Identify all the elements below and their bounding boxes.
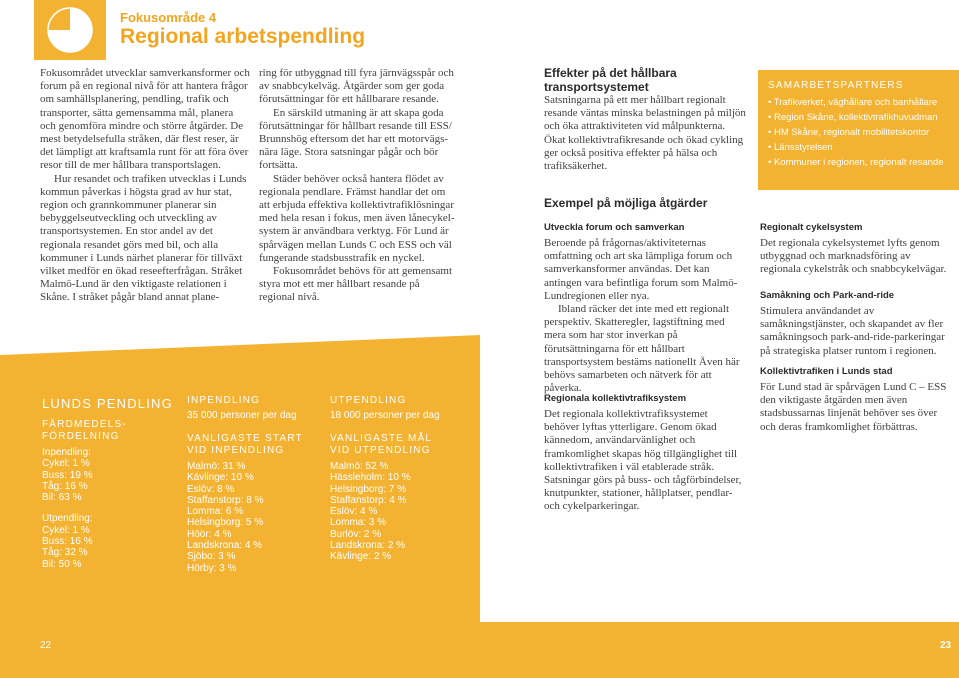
paragraph: Satsningarna på ett mer hållbart regionalt resande väntas minska belastningen på miljön och öka attraktiviteten vid målpunkterna. Ökat kollektivtrafikresande och ökad cykling ger också positiva effekter på hälsa och trafiksäkerhet.: [544, 94, 746, 173]
paragraph: Det regionala kollektivtrafiksystemet behöver lyftas ytterligare. Genom ökad kännedom, användarvänlighet och framkomlighet skapas hög tillgänglighet till kollektivtrafiken i väl etablerade stråk. Satsningar görs på buss- och tågförbindelser, knutpunkter, stationer, hållplatser, pendlar- och cykelparkeringar.: [544, 408, 742, 513]
section-heading: Effekter på det hållbara transportsystemet: [544, 66, 677, 94]
stats-item: Malmö: 31 %: [187, 461, 246, 472]
stats-item: Helsingborg: 5 %: [187, 517, 264, 529]
stats-item: Eslöv: 4 %: [330, 506, 378, 518]
stats-list: [187, 461, 264, 574]
partner-item: • Region Skåne, kollektivtrafikhuvudman: [768, 112, 938, 123]
paragraph: För Lund stad är spårvägen Lund C – ESS den viktigaste åtgärden men även stadsbussarnas linjenät behöver ses över och deras framkomlighet förbättras.: [760, 381, 947, 433]
band-subtitle: FÄRDMEDELS- FÖRDELNING: [42, 419, 127, 442]
partner-item: • Länsstyrelsen: [768, 142, 833, 153]
stats-item: Staffanstorp: 8 %: [187, 494, 264, 506]
stats-item: Landskrona: 4 %: [187, 540, 263, 552]
partner-item: • Trafikverket, väghållare och banhållare: [768, 97, 938, 108]
subsection-heading: Utveckla forum och samverkan: [544, 222, 685, 233]
paragraph: ring för utbyggnad till fyra järnvägsspår och av snabbcykelväg. Åtgärder som ger goda förutsättningar för ett hållbarare resande.: [259, 67, 454, 106]
stats-label: Inpendling:: [42, 447, 91, 458]
left-column-text: [40, 67, 250, 305]
subsection-text: [544, 237, 744, 395]
section-label: Fokusområde 4: [120, 10, 217, 25]
stats-item: Bil: 50 %: [42, 558, 82, 570]
focus-area-badge: [34, 0, 106, 60]
stats-item: Buss: 19 %: [42, 469, 93, 481]
stats-item: Hässleholm: 10 %: [330, 472, 411, 484]
band-title: UTPENDLING: [330, 395, 407, 406]
paragraph: Beroende på frågornas/aktiviteternas omfattning och art ska lämpliga forum och samverkansformer användas. Det kan antingen vara befintliga forum som Malmö-Lundregionen eller nya.: [544, 237, 738, 302]
page-title: Regional arbetspendling: [120, 25, 366, 48]
paragraph: Hur resandet och trafiken utvecklas i Lunds kommun påverkas i högsta grad av hur stat, region och grannkommuner planerar sin bebyggelseutveckling och utveckling av transportsystemen. En stor andel av det regionala resandet görs med bil, och alla kommuner i Lunds närhet planerar för tillväxt vilket medför en ökad reseefterfrågan. Stråket Malmö-Lund är den viktigaste relationen i Skåne. I stråket pågår bland annat plane-: [40, 172, 247, 304]
partners-title: SAMARBETSPARTNERS: [768, 80, 904, 91]
stats-item: Landskrona: 2 %: [330, 540, 406, 552]
band-subtitle: VANLIGASTE START VID INPENDLING: [187, 433, 303, 456]
stats-item: Kävlinge: 2 %: [330, 551, 392, 563]
subsection-heading: Regionala kollektivtrafiksystem: [544, 393, 687, 404]
stats-item: Burlöv: 2 %: [330, 528, 382, 540]
band-title: INPENDLING: [187, 395, 261, 406]
stats-list: [330, 461, 411, 563]
middle-column-text: [259, 67, 457, 305]
paragraph: Ibland räcker det inte med ett regionalt perspektiv. Skatteregler, lagstiftning med mera som har stor inverkan på förutsättningarna för ett hållbart transportsystem bestäms nationellt Även här behövs samarbeten och nätverk för att påverka.: [544, 303, 740, 395]
stats-item: Staffanstorp: 4 %: [330, 494, 407, 506]
paragraph: Städer behöver också hantera flödet av regionala pendlare. Främst handlar det om att erbjuda effektiva kollektivtrafiklösningar med hela resan i fokus, men även lånecykel-system är användbara verktyg. För Lund är spårvägen mellan Lunds C och ESS och väl fungerande stadsbusstrafik en nyckel.: [259, 172, 455, 264]
partner-item: • Kommuner i regionen, regionalt resande: [768, 157, 944, 168]
partner-item: • HM Skåne, regionalt mobilitetskontor: [768, 127, 930, 138]
subsection-heading: Kollektivtrafiken i Lunds stad: [760, 366, 893, 377]
stats-item: Bil: 63 %: [42, 492, 82, 504]
stats-item: Tåg: 32 %: [42, 547, 88, 559]
stats-item: Höör: 4 %: [187, 528, 232, 540]
band-value: 35 000 personer per dag: [187, 410, 297, 421]
stats-item: Lomma: 6 %: [187, 506, 244, 518]
page-number: 22: [40, 640, 52, 651]
stats-item: Eslöv: 8 %: [187, 483, 235, 495]
paragraph: En särskild utmaning är att skapa goda förutsättningar för hållbart resande till ESS/ Brunnshög eftersom det har ett motorvägs-nära läge. Stora satsningar pågår och bör fortsätta.: [259, 106, 452, 172]
section-heading: Exempel på möjliga åtgärder: [544, 196, 708, 210]
paragraph: Fokusområdet utvecklar samverkansformer och forum på en regional nivå för att hantera frågor om samhällsplanering, pendling, trafik och transporter, sätta gemensamma mål, planera och genomföra mindre och större åtgärder. De mest betydelsefulla stråken, där flest reser, är det lämpligt att kraftsamla runt för att föra över resor till de mer hållbara transportslagen.: [40, 67, 250, 172]
page-number: 23: [940, 640, 952, 651]
stats-label: Utpendling:: [42, 513, 93, 525]
subsection-heading: Samåkning och Park-and-ride: [760, 290, 895, 301]
paragraph: Det regionala cykelsystemet lyfts genom utbyggnad och marknadsföring av regionala cykelstråk och snabbcykelvägar.: [760, 237, 947, 276]
band-value: 18 000 personer per dag: [330, 410, 440, 421]
band-subtitle: VANLIGASTE MÅL VID UTPENDLING: [330, 433, 433, 456]
stats-item: Buss: 16 %: [42, 536, 93, 548]
stats-item: Cykel: 1 %: [42, 458, 90, 470]
stats-item: Tåg: 16 %: [42, 480, 88, 492]
band-title: LUNDS PENDLING: [42, 396, 173, 411]
stats-item: Helsingborg: 7 %: [330, 483, 407, 495]
paragraph: Stimulera användandet av samåkningstjänster, och skapandet av fler samåkningsoch park-and-ride-parkeringar på strategiska platser runtom i regionen.: [760, 305, 945, 357]
stats-item: Kävlinge: 10 %: [187, 472, 254, 484]
pie-badge-icon: [34, 0, 106, 60]
paragraph: Fokusområdet behövs för att gemensamt styra mot ett mer hållbart resande på regional nivå.: [259, 265, 453, 304]
stats-list: [42, 447, 93, 570]
stats-item: Lomma: 3 %: [330, 517, 387, 529]
stats-item: Cykel: 1 %: [42, 524, 90, 536]
stats-item: Hörby: 3 %: [187, 562, 237, 574]
footer-band: [480, 622, 959, 678]
stats-item: Malmö: 52 %: [330, 461, 389, 472]
stats-item: Sjöbo: 3 %: [187, 551, 236, 563]
partners-list: [768, 95, 958, 170]
subsection-heading: Regionalt cykelsystem: [760, 222, 863, 233]
